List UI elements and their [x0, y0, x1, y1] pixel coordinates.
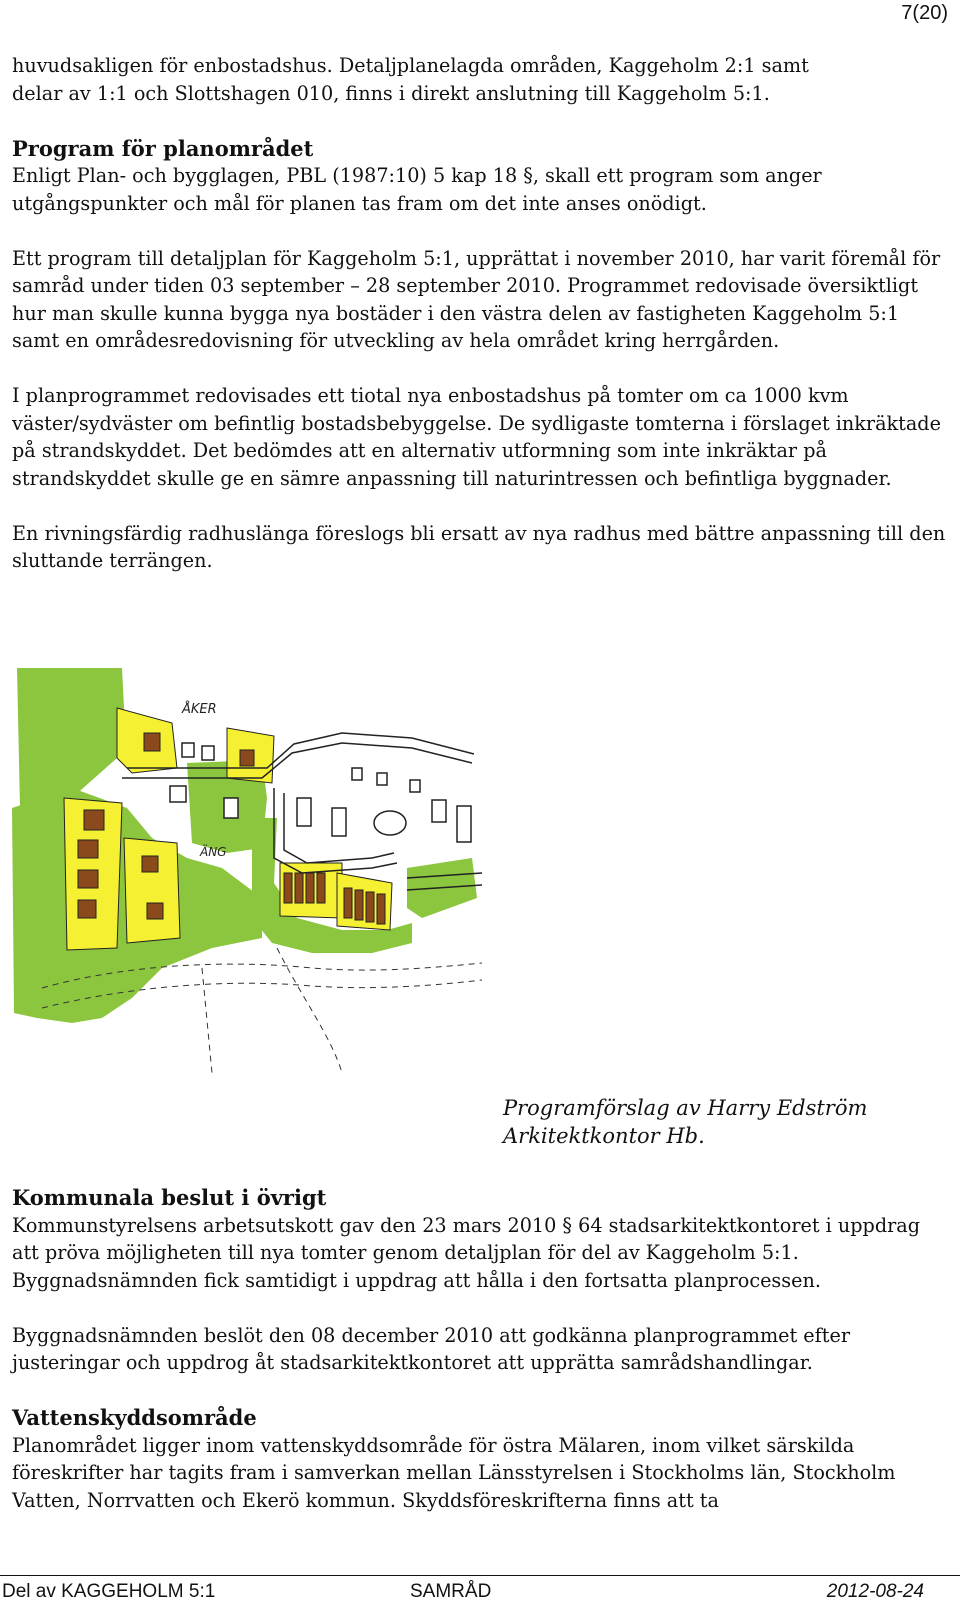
building: [352, 768, 362, 780]
program-paragraph-4: En rivningsfärdig radhuslänga föreslogs bli ersatt av nya radhus med bättre anpassning till den sluttande terrängen.: [12, 521, 946, 572]
building: [432, 800, 446, 822]
house: [78, 900, 96, 918]
round-building: [374, 811, 406, 835]
building: [202, 746, 214, 760]
house: [142, 856, 158, 872]
footer: [0, 1581, 960, 1607]
row-house: [355, 890, 363, 920]
house: [144, 733, 160, 751]
vatten-paragraph-1: Planområdet ligger inom vattenskyddsområde för östra Mälaren, inom vilket särskilda föreskrifter har tagits fram i samverkan mellan Länsstyrelsen i Stockholms län, Stockholm Vatten, Norrvatten och Ekerö kommun. Skyddsföreskrifterna finns att ta: [12, 1433, 896, 1512]
program-paragraph-2: Ett program till detaljplan för Kaggeholm 5:1, upprättat i november 2010, har varit föremål för samråd under tiden 03 september – 28 september 2010. Programmet redovisade översiktligt hur man skulle kunna bygga nya bostäder i den västra delen av fastigheten Kaggeholm 5:1 samt en områdesredovisning för utveckling av hela området kring herrgården.: [12, 246, 941, 352]
building: [457, 806, 471, 842]
row-house: [284, 873, 292, 903]
house: [240, 750, 254, 766]
upper-text: [12, 52, 947, 575]
intro-paragraph: [12, 52, 947, 107]
row-house: [317, 873, 325, 903]
program-paragraph-1: Enligt Plan- och bygglagen, PBL (1987:10) 5 kap 18 §, skall ett program som anger utgångspunkter och mål för planen tas fram om det inte anses onödigt.: [12, 164, 822, 215]
kommunala-paragraph-2: Byggnadsnämnden beslöt den 08 december 2010 att godkänna planprogrammet efter justeringar och uppdrog åt stadsarkitektkontoret att upprätta samrådshandlingar.: [12, 1323, 851, 1374]
row-house: [306, 873, 314, 903]
intro-line-2: delar av 1:1 och Slottshagen 010, finns i direkt anslutning till Kaggeholm 5:1.: [12, 81, 770, 105]
figure-caption: [503, 1095, 943, 1150]
program-heading: Program för planområdet: [12, 135, 314, 161]
house: [78, 870, 98, 888]
site-plan-sketch: [12, 668, 482, 1073]
building: [170, 786, 186, 802]
footer-rule: [0, 1575, 960, 1576]
intro-line-1: huvudsakligen för enbostadshus. Detaljplanelagda områden, Kaggeholm 2:1 samt: [12, 54, 809, 77]
label-ang: ÄNG: [200, 845, 227, 859]
building: [332, 808, 346, 836]
footer-stage: SAMRÅD: [410, 1581, 492, 1602]
vatten-heading: Vattenskyddsområde: [12, 1405, 257, 1430]
footer-document-name: Del av KAGGEHOLM 5:1: [2, 1581, 216, 1602]
program-paragraph-3: I planprogrammet redovisades ett tiotal nya enbostadshus på tomter om ca 1000 kvm väster/sydväster om befintlig bostadsbebyggelse. De sydligaste tomterna i förslaget inkräktade på strandskyddet. Det bedömdes att en alternativ utformning som inte inkräktar på strandskyddet skulle ge en sämre anpassning till naturintressen och befintliga byggnader.: [12, 384, 941, 490]
footer-date: 2012-08-24: [826, 1581, 924, 1602]
building: [410, 780, 420, 792]
plot-west-2: [124, 838, 180, 943]
building: [224, 798, 238, 818]
kommunala-heading: Kommunala beslut i övrigt: [12, 1185, 327, 1210]
path-line: [277, 948, 342, 1073]
row-house: [377, 894, 385, 924]
house: [147, 903, 163, 919]
house: [84, 810, 104, 830]
kommunala-paragraph-1: Kommunstyrelsens arbetsutskott gav den 23 mars 2010 § 64 stadsarkitektkontoret i uppdrag att pröva möjligheten till nya tomter genom detaljplan för del av Kaggeholm 5:1. Byggnadsnämnden fick samtidigt i uppdrag att hålla i den fortsatta planprocessen.: [12, 1213, 920, 1292]
caption-line-2: Arkitektkontor Hb.: [503, 1123, 705, 1148]
building: [182, 743, 194, 757]
label-aker: ÅKER: [182, 702, 217, 717]
lower-text: [12, 1184, 947, 1514]
house: [78, 840, 98, 858]
row-house: [366, 892, 374, 922]
building: [297, 798, 311, 826]
caption-line-1: Programförslag av Harry Edström: [503, 1096, 868, 1120]
row-house: [295, 873, 303, 903]
page-number: 7(20): [901, 2, 948, 24]
building: [377, 773, 387, 785]
row-house: [344, 888, 352, 918]
